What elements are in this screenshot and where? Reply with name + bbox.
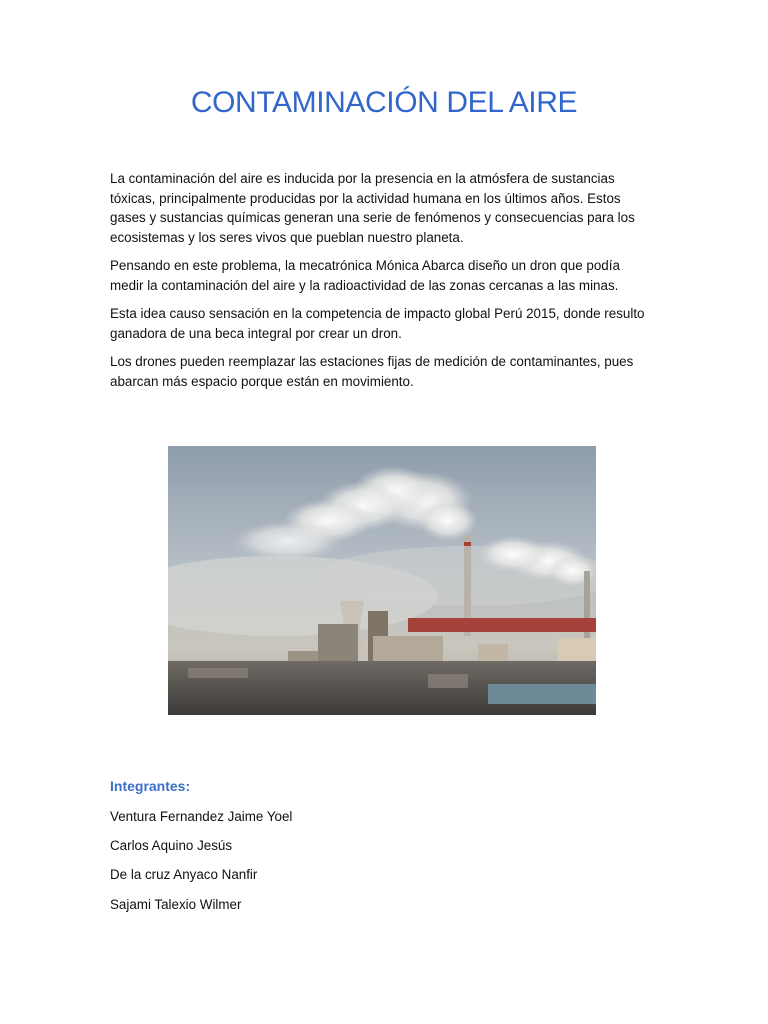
- paragraph-competition: Esta idea causo sensación en la competencia de impacto global Perú 2015, donde resulto ganadora de una beca integral por crear un dron.: [110, 306, 645, 341]
- member-name: Sajami Talexio Wilmer: [110, 897, 242, 912]
- member-name: Carlos Aquino Jesús: [110, 838, 233, 853]
- paragraph-monica-abarca: Pensando en este problema, la mecatrónica Mónica Abarca diseño un dron que podía medir la contaminación del aire y la radioactividad de las zonas cercanas a las minas.: [110, 258, 620, 293]
- industrial-smokestacks-photo: [168, 446, 596, 715]
- photo-illustration: [168, 446, 596, 715]
- member-name: Ventura Fernandez Jaime Yoel: [110, 809, 293, 824]
- members-heading: Integrantes:: [110, 778, 191, 794]
- paragraph-intro: La contaminación del aire es inducida por la presencia en la atmósfera de sustancias tóxicas, principalmente producidas por la actividad humana en los últimos años. Estos gases y sustancias químicas generan una serie de fenómenos y consecuencias para los ecosistemas y los seres vivos que pueblan nuestro planeta.: [110, 171, 635, 245]
- member-name: De la cruz Anyaco Nanfir: [110, 867, 258, 882]
- page-title: CONTAMINACIÓN DEL AIRE: [190, 86, 578, 119]
- paragraph-drones: Los drones pueden reemplazar las estaciones fijas de medición de contaminantes, pues abarcan más espacio porque están en movimiento.: [110, 354, 634, 389]
- body-text: [110, 169, 655, 400]
